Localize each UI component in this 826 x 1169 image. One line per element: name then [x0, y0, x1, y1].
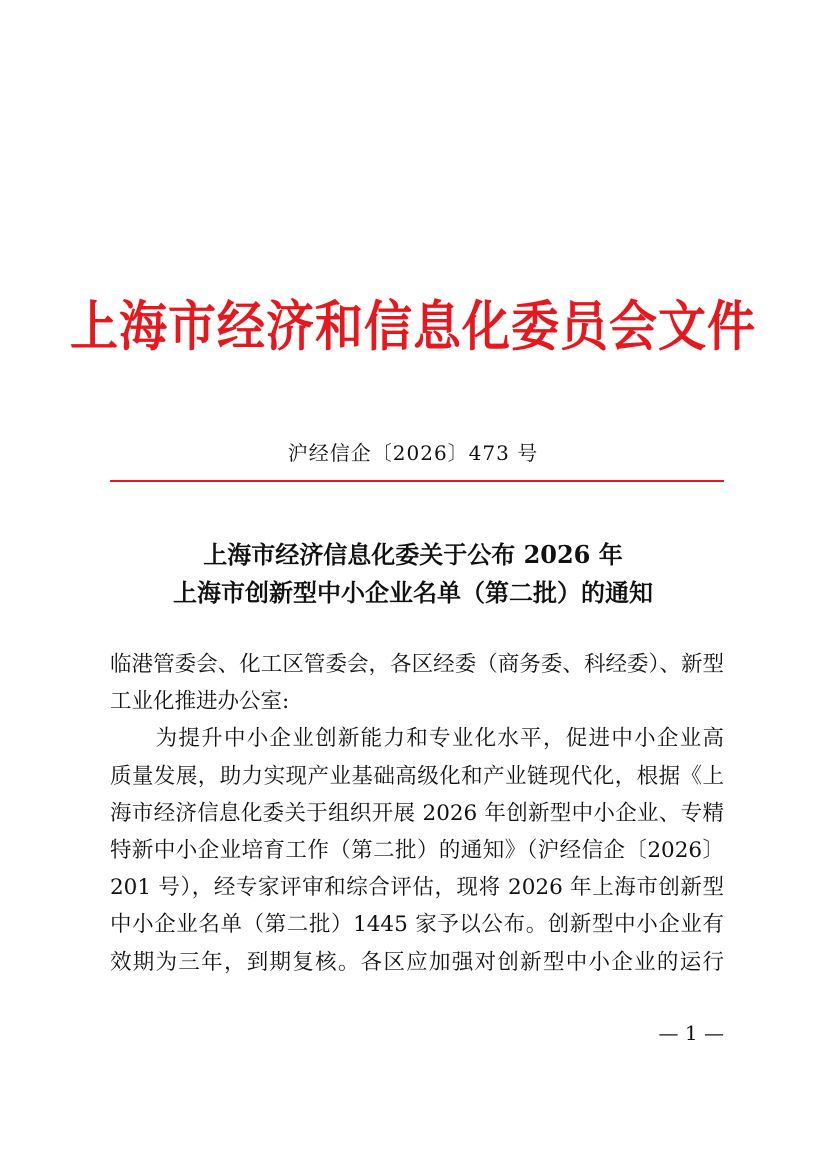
- page-number: — 1 —: [658, 1021, 724, 1045]
- document-number: 沪经信企〔2026〕473 号: [287, 441, 539, 465]
- body-line: 质量发展，助力实现产业基础高级化和产业链现代化，根据《上: [110, 763, 724, 789]
- body-text: [110, 646, 724, 981]
- notice-title-line-2: 上海市创新型中小企业名单（第二批）的通知: [173, 578, 653, 607]
- body-line: 为提升中小企业创新能力和专业化水平，促进中小企业高: [110, 726, 724, 752]
- masthead-title: 上海市经济和信息化委员会文件: [69, 295, 756, 359]
- body-line: 201 号），经专家评审和综合评估，现将 2026 年上海市创新型: [110, 875, 724, 901]
- body-line: 临港管委会、化工区管委会，各区经委（商务委、科经委）、新型: [110, 652, 724, 677]
- body-line: 特新中小企业培育工作（第二批）的通知》（沪经信企〔2026〕: [110, 837, 724, 863]
- notice-title: [0, 536, 826, 612]
- notice-title-line-1: 上海市经济信息化委关于公布 2026 年: [203, 540, 623, 569]
- body-line: 海市经济信息化委关于组织开展 2026 年创新型中小企业、专精: [110, 800, 724, 826]
- body-line: 工业化推进办公室:: [110, 689, 290, 715]
- body-line: 效期为三年，到期复核。各区应加强对创新型中小企业的运行: [110, 949, 724, 975]
- body-line: 中小企业名单（第二批）1445 家予以公布。创新型中小企业有: [110, 912, 724, 938]
- red-divider-rule: [110, 480, 724, 482]
